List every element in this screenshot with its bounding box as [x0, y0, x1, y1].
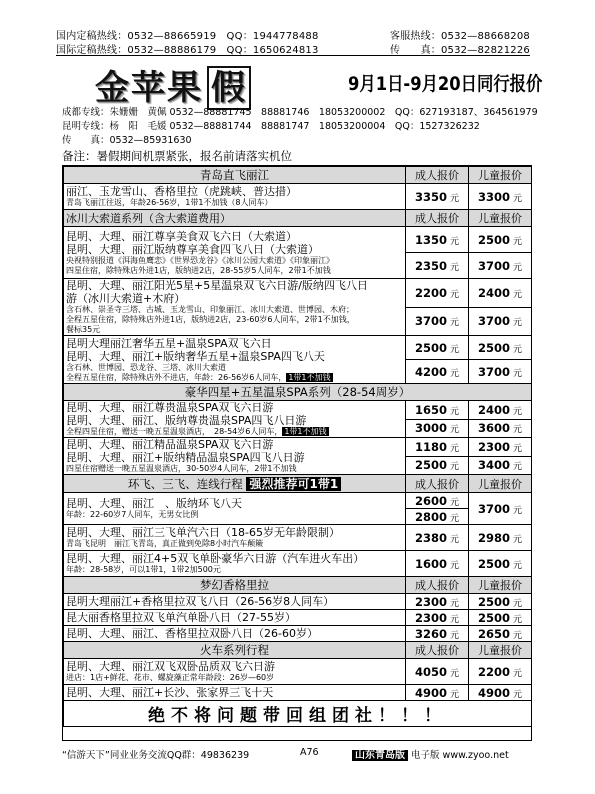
route-desc-2: 全程五星住宿，除特殊店外进1店，版纳进2店，23-60岁6人同车，2带1不加钱，	[66, 315, 355, 324]
child-price: 2300	[477, 439, 510, 454]
edition-stamp: 山东青岛版	[352, 750, 408, 761]
route-desc-2: 全程五星住宿，除特殊店外不进店，年龄：26-56岁6人同车，	[66, 372, 287, 382]
price-unit: 元	[513, 425, 523, 436]
section-title: 火车系列行程	[64, 642, 406, 659]
adult-price: 2200	[414, 285, 447, 300]
section-title: 梦幻香格里拉	[64, 577, 406, 594]
table-row	[64, 525, 532, 551]
route-name-2: 昆明、大理、丽江+版纳精品温泉SPA四飞八日游	[66, 451, 305, 464]
table-row	[64, 336, 532, 360]
price-unit: 元	[513, 668, 523, 679]
table-row	[64, 594, 532, 610]
price-unit: 元	[513, 689, 523, 700]
route-desc: 全程四星住宿，赠送一晚五星温泉酒店， 28-54岁6人同车，	[66, 427, 283, 436]
adult-price: 2380	[414, 530, 447, 545]
price-table	[63, 166, 532, 727]
adult-price: 1600	[414, 556, 447, 571]
table-row	[64, 626, 532, 642]
booking-note: 备注：暑假期间机票紧张，报名前请落实机位	[62, 149, 292, 163]
route-desc: 青岛飞丽江往返，年龄26-56岁，1带1不加钱（8人同车）	[66, 198, 273, 207]
price-unit: 元	[450, 614, 460, 625]
route-name: 丽江、玉龙雪山、香格里拉（虎跳峡、普达措）	[66, 185, 297, 198]
adult-price-label: 成人报价	[406, 167, 469, 184]
price-unit: 元	[450, 406, 460, 417]
table-row	[64, 184, 532, 210]
promo-banner: 强烈推荐可1带1	[246, 477, 341, 491]
route-name: 昆明大理丽江奢华五星+温泉SPA双飞六日	[66, 336, 272, 350]
price-unit: 元	[513, 289, 523, 300]
route-name-2: 昆明、大理、丽江、版纳尊贵温泉SPA四飞八日游	[66, 414, 307, 427]
price-unit: 元	[450, 668, 460, 679]
route-desc: 进店：1店+鲜花、花市、螺旋藻正常年龄段：26岁—60岁	[66, 673, 275, 682]
route-desc: 年龄：28-58岁，可以1带1，1带2加500元	[66, 565, 221, 574]
route-desc: 含石林、世博园、恐龙谷、三塔、冰川大索道	[66, 362, 226, 372]
price-unit: 元	[450, 630, 460, 641]
child-price: 3700	[477, 314, 510, 329]
adult-price-label: 成人报价	[406, 577, 469, 594]
child-price: 2200	[477, 664, 510, 679]
adult-price: 3260	[414, 626, 447, 641]
route-desc: 青岛飞昆明 丽江飞青岛，真正做到免除8小时汽车颠簸	[66, 539, 264, 548]
adult-price: 1650	[414, 402, 447, 417]
table-row	[64, 438, 532, 457]
adult-price: 4200	[414, 364, 447, 379]
child-price: 2400	[477, 402, 510, 417]
child-price-label: 儿童报价	[469, 642, 532, 659]
table-row	[64, 279, 532, 308]
price-unit: 元	[513, 630, 523, 641]
website-link[interactable]: 电子版 www.zyoo.net	[411, 750, 509, 761]
child-price: 2650	[477, 626, 510, 641]
section-header	[64, 577, 532, 594]
price-unit: 元	[450, 689, 460, 700]
child-price: 3700	[477, 501, 510, 516]
table-row	[64, 610, 532, 626]
price-unit: 元	[450, 236, 460, 247]
adult-price: 1350	[414, 232, 447, 247]
adult-price: 2300	[414, 610, 447, 625]
chengdu-contact: 成都专线：朱姗姗 黄佩 0532—88881745 88881746 18053200002 QQ：627193187、364561979	[62, 107, 538, 118]
price-unit: 元	[513, 598, 523, 609]
promo-tag: 1带1不加钱	[284, 427, 327, 436]
price-unit: 元	[450, 262, 460, 273]
table-row	[64, 227, 532, 253]
price-unit: 元	[450, 344, 460, 355]
brand-logo-suffix: 假	[207, 66, 251, 110]
brand-logo	[95, 60, 251, 109]
section-header	[64, 384, 532, 401]
table-row	[64, 659, 532, 685]
price-unit: 元	[513, 505, 523, 516]
adult-price-label: 成人报价	[406, 210, 469, 227]
brand-logo-text: 金苹果	[95, 68, 203, 108]
domestic-hotline: 国内定稿热线：0532—88665919 QQ：1944778488	[56, 31, 319, 42]
child-price: 3700	[477, 258, 510, 273]
service-hotline: 客服热线：0532—88668208	[390, 31, 530, 42]
route-name-2: 昆明、大理、丽江+版纳奢华五星+温泉SPA四飞八天	[66, 349, 325, 363]
kunming-contact: 昆明专线：杨 阳 毛媛 0532—88881744 88881747 18053200004 QQ：1527326232	[62, 121, 480, 132]
international-hotline: 国际定稿热线：0532—88886179 QQ：1650624813	[56, 45, 319, 56]
price-unit: 元	[450, 193, 460, 204]
section-header	[64, 167, 532, 184]
price-unit: 元	[513, 236, 523, 247]
child-price: 2500	[477, 340, 510, 355]
promo-tag: 1带1不加钱	[288, 372, 331, 382]
child-price: 3700	[477, 364, 510, 379]
price-unit: 元	[513, 560, 523, 571]
route-name: 昆大丽香格里拉双飞单汽单卧八日（27-55岁）	[66, 611, 296, 624]
price-unit: 元	[450, 598, 460, 609]
adult-price: 4050	[414, 664, 447, 679]
child-price: 2500	[477, 556, 510, 571]
table-row	[64, 401, 532, 420]
adult-price: 2350	[414, 258, 447, 273]
child-price: 2980	[477, 530, 510, 545]
route-desc: 央视特别报道《洱海鱼鹰恋》《世界恐龙谷》《冰川公园大索道》《印象丽江》	[66, 255, 334, 265]
price-unit: 元	[450, 289, 460, 300]
section-title: 环飞、三飞、连线行程	[127, 477, 243, 491]
child-price: 3300	[477, 189, 510, 204]
route-name: 昆明、大理、丽江三飞单汽六日（18-65岁无年龄限制）	[66, 526, 340, 539]
route-name: 昆明大理丽江+香格里拉双飞八日（26-56岁8人同车）	[66, 595, 335, 608]
child-price: 2500	[477, 610, 510, 625]
price-unit: 元	[513, 462, 523, 473]
route-name: 昆明、大理、丽江精品温泉SPA双飞六日游	[66, 438, 274, 451]
route-name: 昆明、大理、丽江尊享美食双飞六日（大索道）	[66, 229, 297, 243]
price-unit: 元	[450, 513, 460, 524]
adult-price-label: 成人报价	[406, 642, 469, 659]
section-title: 豪华四星+五星温泉SPA系列（28-54周岁）	[64, 384, 532, 401]
route-desc: 四星住宿赠送一晚五星温泉酒店，30-50岁4人同车，2带1不加钱	[66, 464, 297, 473]
adult-price: 4900	[414, 685, 447, 700]
adult-price-label: 成人报价	[406, 475, 469, 493]
price-unit: 元	[513, 318, 523, 329]
price-unit: 元	[513, 368, 523, 379]
price-table-box	[62, 165, 532, 741]
price-unit: 元	[450, 443, 460, 454]
route-name: 昆明、大理、丽江尊贵温泉SPA双飞六日游	[66, 401, 274, 414]
adult-price: 3350	[414, 189, 447, 204]
child-price: 4900	[477, 685, 510, 700]
route-desc: 年龄：22-60岁7人同车，无男女比例	[66, 510, 199, 519]
section-title: 青岛直飞丽江	[64, 167, 406, 184]
slogan-row	[64, 701, 532, 727]
table-row	[64, 551, 532, 577]
table-row	[64, 685, 532, 701]
price-unit: 元	[450, 462, 460, 473]
child-price-label: 儿童报价	[469, 210, 532, 227]
child-price: 2500	[477, 232, 510, 247]
child-price: 3600	[477, 421, 510, 436]
child-price-label: 儿童报价	[469, 577, 532, 594]
price-unit: 元	[450, 318, 460, 329]
route-desc: 含石林、崇圣寺三塔、古城、玉龙雪山、印象丽江、冰川大索道、世博园、木府；	[66, 305, 354, 314]
child-price: 2500	[477, 594, 510, 609]
price-unit: 元	[513, 406, 523, 417]
slogan: 绝不将问题带回组团社！！！	[64, 701, 532, 727]
route-name: 昆明、大理、丽江+长沙、张家界三飞十天	[66, 686, 274, 699]
section-header	[64, 210, 532, 227]
adult-price: 3000	[414, 421, 447, 436]
price-unit: 元	[513, 344, 523, 355]
route-name: 昆明、大理、丽江 、版纳环飞八天	[66, 497, 242, 510]
child-price: 3400	[477, 458, 510, 473]
price-unit: 元	[450, 497, 460, 508]
adult-price: 2300	[414, 594, 447, 609]
section-title: 冰川大索道系列（含大索道费用）	[64, 210, 406, 227]
child-price-label: 儿童报价	[469, 475, 532, 493]
price-unit: 元	[513, 193, 523, 204]
adult-price: 2500	[414, 340, 447, 355]
child-price: 2400	[477, 285, 510, 300]
price-unit: 元	[513, 443, 523, 454]
adult-price: 2500	[414, 458, 447, 473]
page-headline: 9月1日-9月20日同行报价	[348, 73, 543, 95]
route-name: 昆明、大理、丽江双飞双卧品质双飞六日游	[66, 660, 275, 673]
adult-price: 2800	[414, 509, 447, 524]
fax-hotline: 传 真：0532—82821226	[390, 45, 530, 56]
table-row	[64, 493, 532, 509]
section-header	[64, 642, 532, 659]
route-desc-3: 餐标35元	[66, 325, 101, 334]
header-divider	[56, 55, 530, 56]
price-unit: 元	[513, 614, 523, 625]
route-name: 昆明、大理、丽江4+5双飞单卧豪华六日游（汽车进火车出）	[66, 552, 365, 565]
price-unit: 元	[450, 368, 460, 379]
route-name-2: 游（冰川大索道+木府）	[66, 292, 186, 305]
price-unit: 元	[450, 534, 460, 545]
adult-price: 2600	[414, 493, 447, 508]
footer-qq-group: “信游天下”同业业务交流QQ群：49836239	[62, 750, 250, 761]
price-unit: 元	[513, 534, 523, 545]
child-price-label: 儿童报价	[469, 167, 532, 184]
route-desc-2: 四星住宿，除特殊店外进1店，版纳进2店，28-55岁5人同车，2带1不加钱	[66, 265, 331, 275]
fax-contact: 传 真：0532—85931630	[62, 135, 192, 146]
price-unit: 元	[513, 262, 523, 273]
price-unit: 元	[450, 425, 460, 436]
price-unit: 元	[450, 560, 460, 571]
route-name: 昆明、大理、丽江阳光5星+5星温泉双飞六日游/版纳四飞八日	[66, 279, 368, 292]
route-name-2: 昆明、大理、丽江版纳尊享美食四飞八日（大索道）	[66, 242, 319, 256]
page-number: A76	[300, 747, 319, 758]
adult-price: 1180	[414, 439, 447, 454]
section-header	[64, 475, 532, 493]
route-name: 昆明、大理、丽江、香格里拉双卧八日（26-60岁）	[66, 627, 318, 640]
adult-price: 3700	[414, 314, 447, 329]
